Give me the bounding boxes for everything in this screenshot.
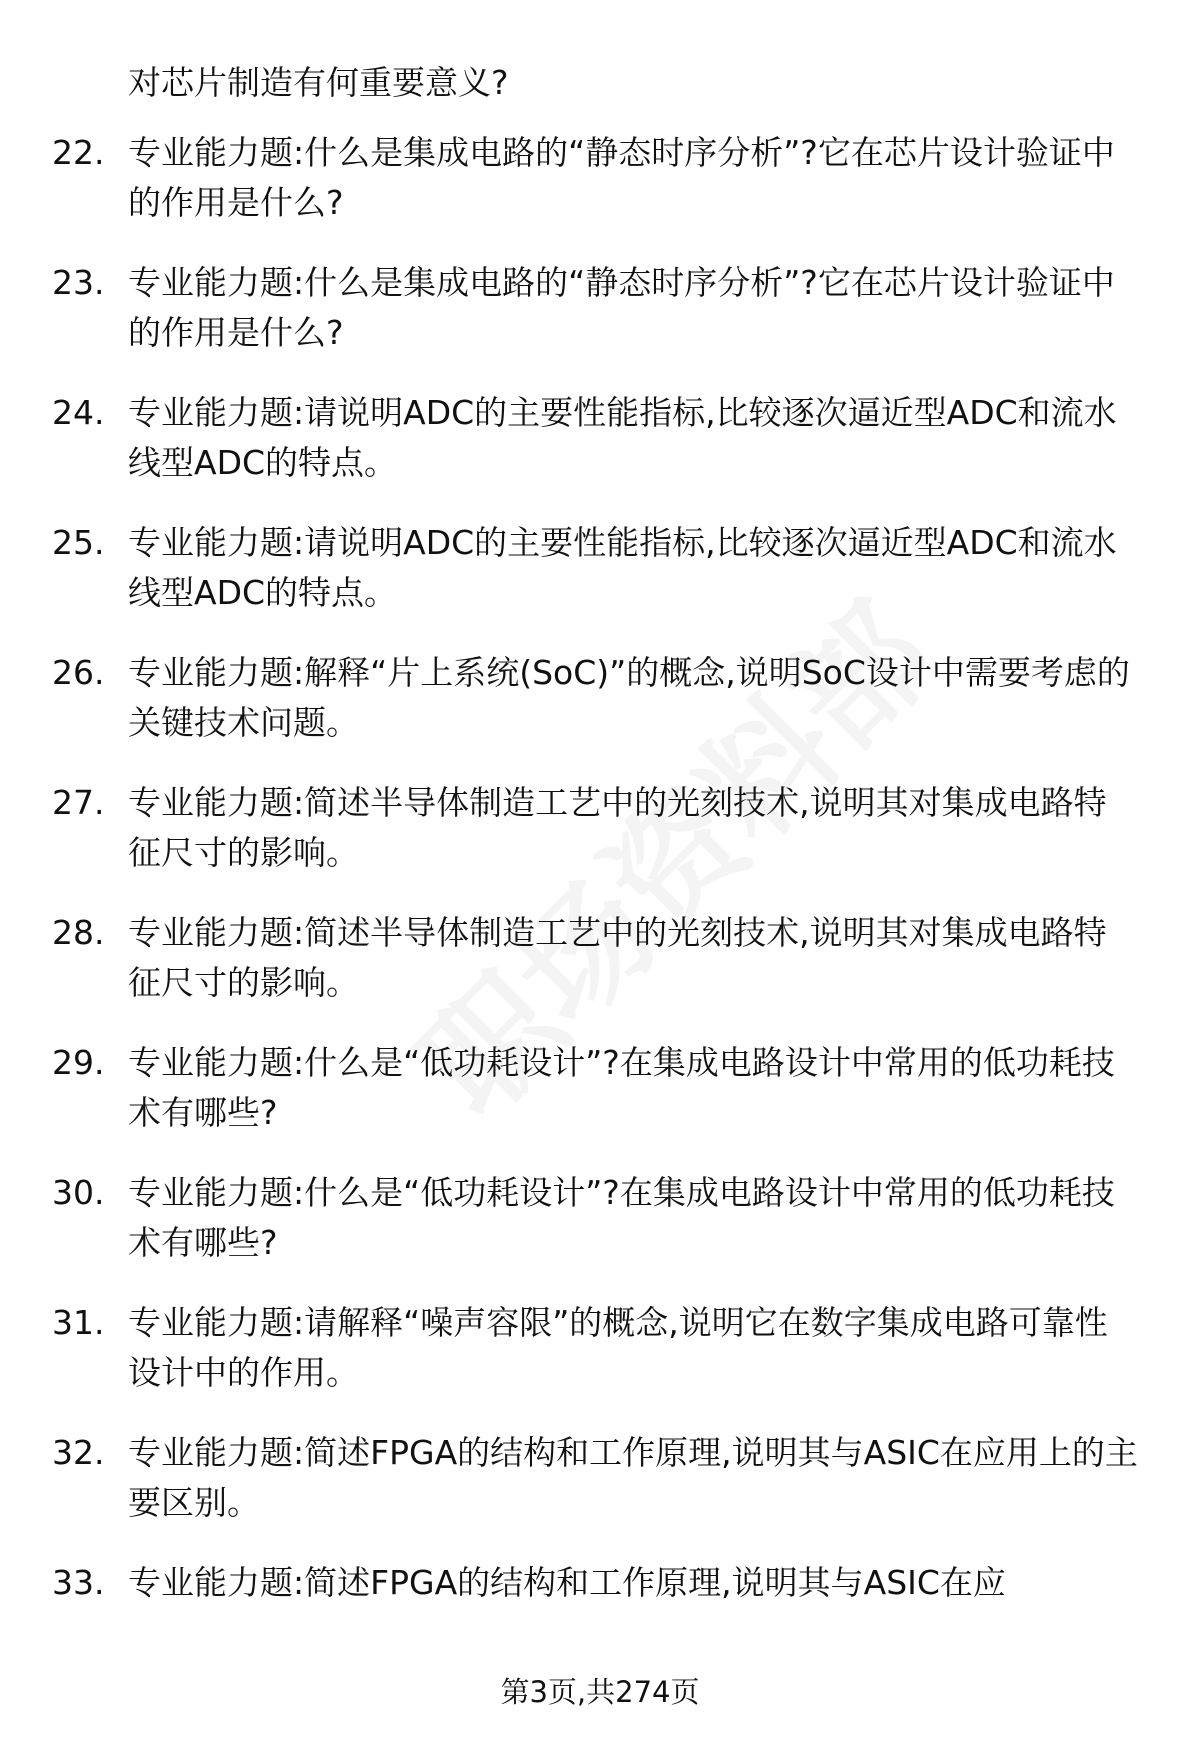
continuation-text: 对芯片制造有何重要意义? [128, 63, 509, 102]
question-number: 29. [52, 1043, 105, 1082]
question-item [52, 258, 1142, 358]
question-number: 30. [52, 1173, 105, 1212]
question-number: 31. [52, 1303, 105, 1342]
question-text: 专业能力题:解释“片上系统(SoC)”的概念,说明SoC设计中需要考虑的关键技术问题。 [128, 653, 1130, 742]
question-text: 专业能力题:简述半导体制造工艺中的光刻技术,说明其对集成电路特征尺寸的影响。 [128, 783, 1107, 872]
question-number: 23. [52, 263, 105, 302]
question-item [52, 778, 1142, 878]
question-text: 专业能力题:什么是“低功耗设计”?在集成电路设计中常用的低功耗技术有哪些? [128, 1043, 1115, 1132]
question-number: 28. [52, 913, 105, 952]
question-number: 32. [52, 1433, 105, 1472]
question-number: 33. [52, 1563, 105, 1602]
question-item [52, 388, 1142, 488]
question-item [52, 1558, 1142, 1608]
question-text: 专业能力题:简述半导体制造工艺中的光刻技术,说明其对集成电路特征尺寸的影响。 [128, 913, 1107, 1002]
question-text: 专业能力题:简述FPGA的结构和工作原理,说明其与ASIC在应 [128, 1563, 1006, 1602]
question-text: 专业能力题:什么是集成电路的“静态时序分析”?它在芯片设计验证中的作用是什么? [128, 263, 1115, 352]
question-text: 专业能力题:什么是集成电路的“静态时序分析”?它在芯片设计验证中的作用是什么? [128, 133, 1115, 222]
question-item [52, 518, 1142, 618]
question-number: 25. [52, 523, 105, 562]
question-text: 专业能力题:简述FPGA的结构和工作原理,说明其与ASIC在应用上的主要区别。 [128, 1433, 1138, 1522]
question-text: 专业能力题:请说明ADC的主要性能指标,比较逐次逼近型ADC和流水线型ADC的特点。 [128, 393, 1117, 482]
question-item [52, 1298, 1142, 1398]
question-item [52, 1428, 1142, 1528]
question-item [52, 1168, 1142, 1268]
question-number: 22. [52, 133, 105, 172]
question-text: 专业能力题:什么是“低功耗设计”?在集成电路设计中常用的低功耗技术有哪些? [128, 1173, 1115, 1262]
question-item [52, 128, 1142, 228]
question-item [52, 1038, 1142, 1138]
question-number: 27. [52, 783, 105, 822]
page-footer: 第3页,共274页 [500, 1675, 700, 1709]
question-number: 24. [52, 393, 105, 432]
question-text: 专业能力题:请说明ADC的主要性能指标,比较逐次逼近型ADC和流水线型ADC的特点。 [128, 523, 1117, 612]
question-item [52, 908, 1142, 1008]
question-number: 26. [52, 653, 105, 692]
question-item [52, 648, 1142, 748]
question-text: 专业能力题:请解释“噪声容限”的概念,说明它在数字集成电路可靠性设计中的作用。 [128, 1303, 1108, 1392]
